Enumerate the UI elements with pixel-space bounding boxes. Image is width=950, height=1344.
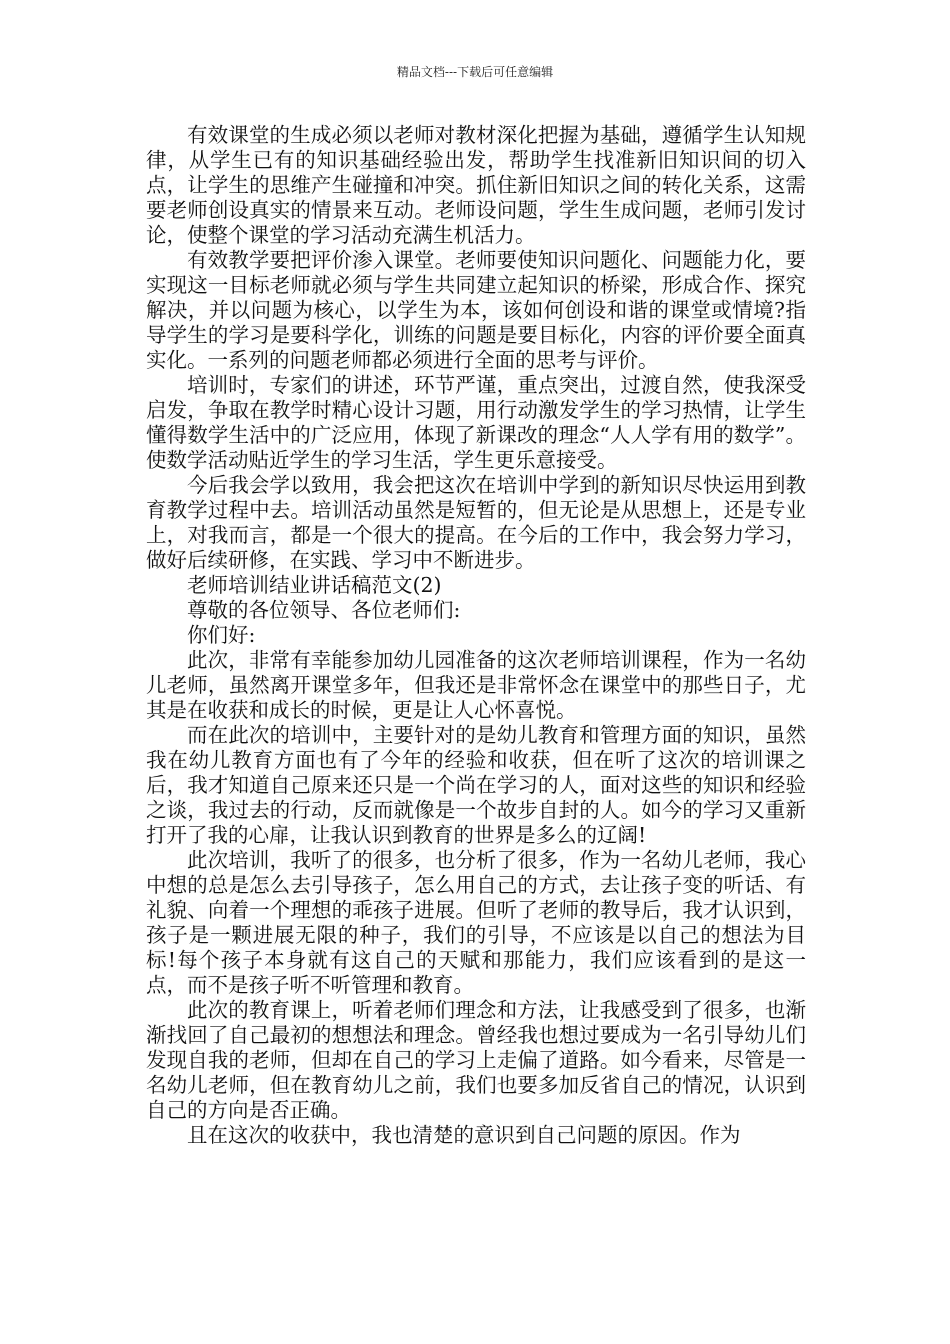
page-header: 精品文档---下载后可任意编辑 bbox=[396, 65, 554, 79]
greeting: 你们好: bbox=[187, 623, 256, 647]
paragraph-2: 有效教学要把评价渗入课堂。老师要使知识问题化、问题能力化，要实现这一目标老师就必须与学生共同建立起知识的桥梁，形成合作、探究解决，并以问题为核心，以学生为本，该如何创设和谐的课堂或情境?指导学生的学习是要科学化，训练的问题是要目标化，内容的评价要全面真实化。一系列的问题老师都必须进行全面的思考与评价。 bbox=[146, 248, 806, 372]
paragraph-1: 有效课堂的生成必须以老师对教材深化把握为基础，遵循学生认知规律，从学生已有的知识基础经验出发，帮助学生找准新旧知识间的切入点，让学生的思维产生碰撞和冲突。抓住新旧知识之间的转化关系，这需要老师创设真实的情景来互动。老师设问题，学生生成问题，老师引发讨论，使整个课堂的学习活动充满生机活力。 bbox=[146, 123, 806, 247]
paragraph-3: 培训时，专家们的讲述，环节严谨，重点突出，过渡自然，使我深受启发，争取在教学时精心设计习题，用行动激发学生的学习热情，让学生懂得数学生活中的广泛应用，体现了新课改的理念“人人学有用的数学”。使数学活动贴近学生的学习生活，学生更乐意接受。 bbox=[146, 373, 806, 472]
section-title: 老师培训结业讲话稿范文(2) bbox=[187, 573, 442, 597]
paragraph-5: 此次，非常有幸能参加幼儿园准备的这次老师培训课程，作为一名幼儿老师，虽然离开课堂多年，但我还是非常怀念在课堂中的那些日子，尤其是在收获和成长的时候，更是让人心怀喜悦。 bbox=[146, 648, 806, 722]
document-body bbox=[146, 123, 806, 1148]
paragraph-4: 今后我会学以致用，我会把这次在培训中学到的新知识尽快运用到教育教学过程中去。培训活动虽然是短暂的，但无论是从思想上，还是专业上，对我而言，都是一个很大的提高。在今后的工作中，我会努力学习，做好后续研修，在实践、学习中不断进步。 bbox=[146, 473, 806, 572]
salutation: 尊敬的各位领导、各位老师们: bbox=[187, 598, 461, 622]
paragraph-9: 且在这次的收获中，我也清楚的意识到自己问题的原因。作为 bbox=[187, 1123, 741, 1147]
paragraph-8: 此次的教育课上，听着老师们理念和方法，让我感受到了很多，也渐渐找回了自己最初的想想法和理念。曾经我也想过要成为一名引导幼儿们发现自我的老师，但却在自己的学习上走偏了道路。如今看来，尽管是一名幼儿老师，但在教育幼儿之前，我们也要多加反省自己的情况，认识到自己的方向是否正确。 bbox=[146, 998, 806, 1122]
paragraph-7: 此次培训，我听了的很多，也分析了很多，作为一名幼儿老师，我心中想的总是怎么去引导孩子，怎么用自己的方式，去让孩子变的听话、有礼貌、向着一个理想的乖孩子进展。但听了老师的教导后，我才认识到，孩子是一颗进展无限的种子，我们的引导，不应该是以自己的想法为目标!每个孩子本身就有这自己的天赋和那能力，我们应该看到的是这一点，而不是孩子听不听管理和教育。 bbox=[146, 848, 806, 997]
paragraph-6: 而在此次的培训中，主要针对的是幼儿教育和管理方面的知识，虽然我在幼儿教育方面也有了今年的经验和收获，但在听了这次的培训课之后，我才知道自己原来还只是一个尚在学习的人，面对这些的知识和经验之谈，我过去的行动，反而就像是一个故步自封的人。如今的学习又重新打开了我的心扉，让我认识到教育的世界是多么的辽阔! bbox=[146, 723, 806, 847]
